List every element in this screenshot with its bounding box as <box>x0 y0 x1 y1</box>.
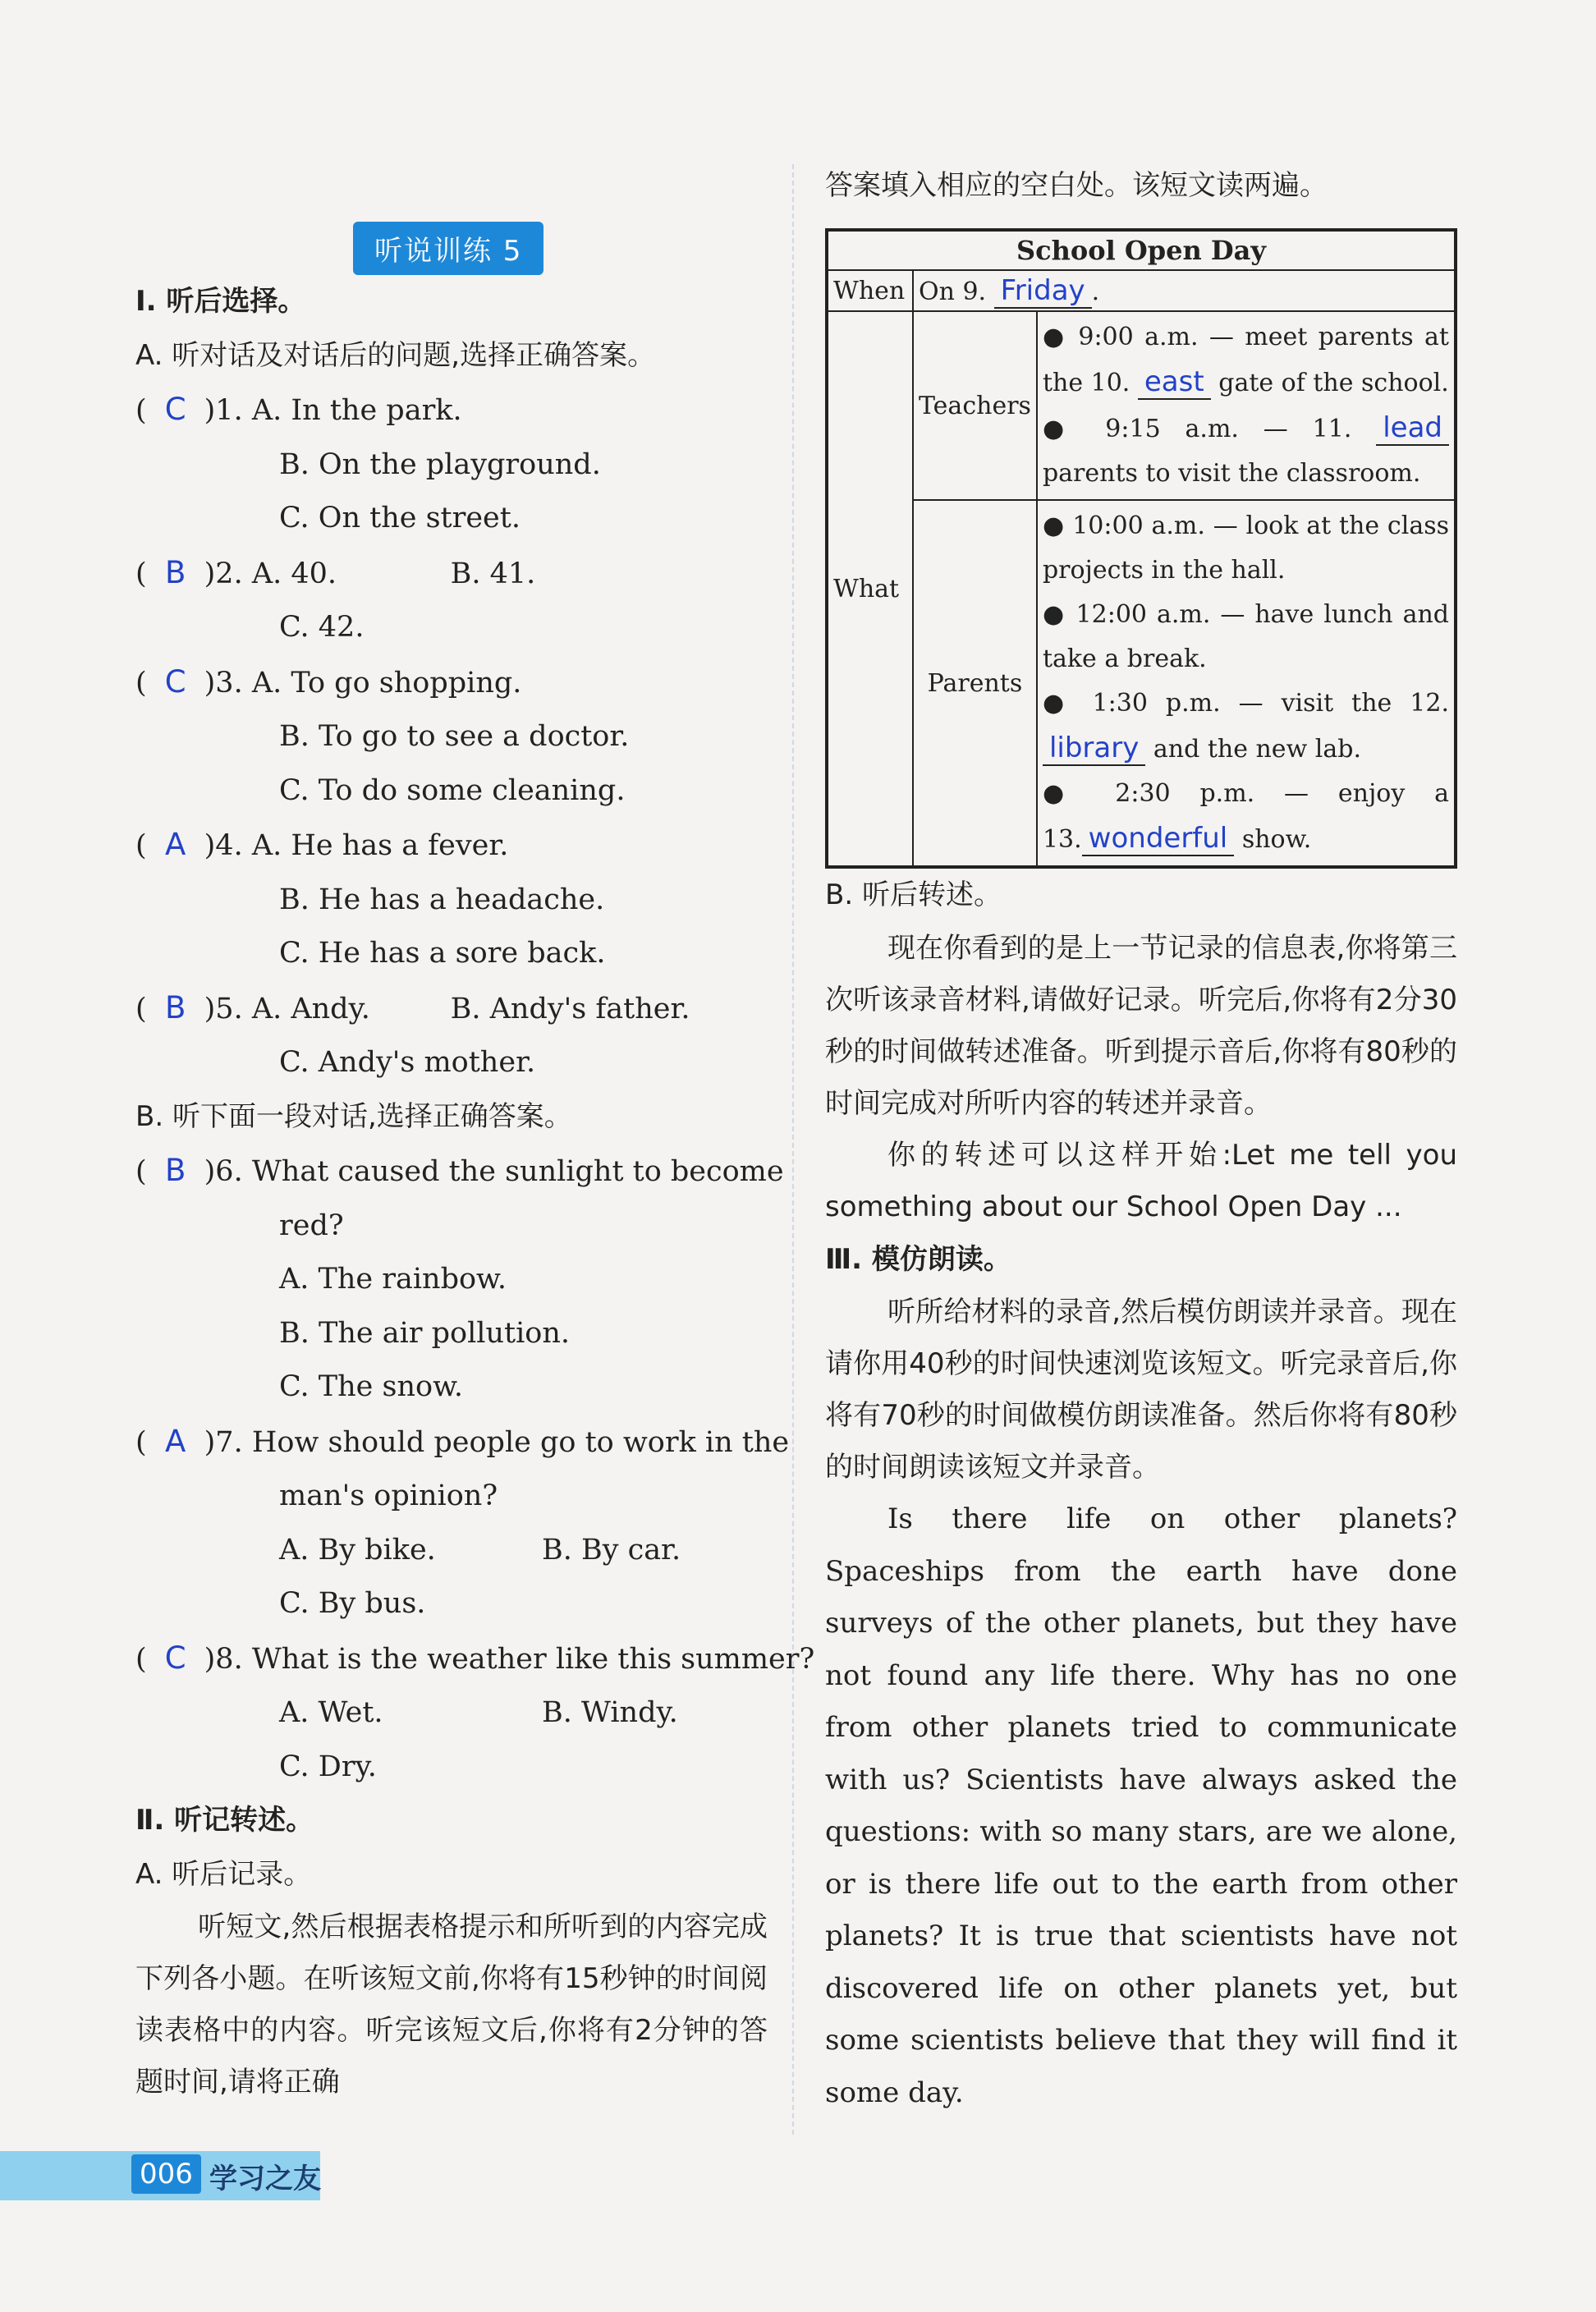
question-4: ( A )4. A. He has a fever. <box>135 818 768 874</box>
answer-10: east <box>1138 365 1211 400</box>
right-column <box>825 160 1457 2119</box>
list-item: ● 10:00 a.m. — look at the class projects in the hall. <box>1042 511 1450 585</box>
question-6-cont: red? <box>279 1209 344 1242</box>
question-6: ( B )6. What caused the sunlight to become <box>135 1144 768 1200</box>
answer-2: B <box>164 554 186 590</box>
list-item: ● 9:15 a.m. — 11. lead parents to visit the classroom. <box>1043 406 1449 496</box>
option-row: A. By bike. B. By car. <box>279 1533 681 1567</box>
book-brand: 学习之友 <box>209 2163 321 2195</box>
teachers-cell <box>1037 311 1456 500</box>
column-divider <box>792 164 794 2135</box>
option: C. Andy's mother. <box>279 1046 536 1079</box>
retell-start: 你的转述可以这样开始:Let me tell you something about our School Open Day ... <box>825 1138 1457 1223</box>
list-item: ● 12:00 a.m. — have lunch and take a break. <box>1042 600 1449 673</box>
list-item: ● 2:30 p.m. — enjoy a 13. wonderful show. <box>1042 779 1449 855</box>
option: A. The rainbow. <box>279 1263 507 1296</box>
answer-8: C <box>164 1640 186 1676</box>
what-label: What <box>827 311 913 867</box>
question-7-cont: man's opinion? <box>279 1479 498 1512</box>
question-7: ( A )7. How should people go to work in the <box>135 1415 768 1470</box>
option: C. The snow. <box>279 1370 464 1403</box>
table-title: School Open Day <box>827 230 1456 270</box>
list-item: ● 1:30 p.m. — visit the 12. library and the new lab. <box>1042 689 1450 764</box>
instructions: 听短文,然后根据表格提示和所听到的内容完成下列各小题。在听该短文前,你将有15秒钟的时间阅读表格中的内容。听完该短文后,你将有2分钟的答题时间,请将正确 <box>135 1911 768 2099</box>
option: C. On the street. <box>279 502 521 534</box>
when-cell: On 9. Friday . <box>913 270 1456 311</box>
teachers-label: Teachers <box>913 311 1037 500</box>
option: B. He has a headache. <box>279 883 605 916</box>
question-5: ( B )5. A. Andy. B. Andy's father. <box>135 981 768 1037</box>
reading-passage: Is there life on other planets? Spaceships from the earth have done surveys of the other planets, but they have not found any life there. Why has no one from other planets tried to communicate with us? Scientists have always asked the questions: with so many stars, are we alone, or is there life out to the earth from other planets? It is true that scientists have not discovered life on other planets yet, but some scientists believe that they will find it some day. <box>825 1502 1457 2109</box>
question-2: ( B )2. A. 40. B. 41. <box>135 546 768 602</box>
answer-4: A <box>165 827 186 862</box>
option: C. He has a sore back. <box>279 937 606 970</box>
reading-instructions: 听所给材料的录音,然后模仿朗读并录音。现在请你用40秒的时间快速浏览该短文。听完录音后,你将有70秒的时间做模仿朗读准备。然后你将有80秒的时间朗读该短文并录音。 <box>825 1296 1457 1484</box>
when-label: When <box>827 270 913 311</box>
answer-7: A <box>165 1423 186 1459</box>
instructions-end: 答案填入相应的空白处。该短文读两遍。 <box>825 169 1328 202</box>
option: B. To go to see a doctor. <box>279 720 630 753</box>
retell-instructions: 现在你看到的是上一节记录的信息表,你将第三次听该录音材料,请做好记录。听完后,你将有2分30秒的时间做转述准备。听到提示音后,你将有80秒的时间完成对所听内容的转述并录音。 <box>825 931 1457 1120</box>
page-number: 006 <box>131 2154 201 2194</box>
answer-1: C <box>164 392 186 427</box>
parents-cell <box>1037 500 1456 867</box>
section-1-heading: Ⅰ. 听后选择。 <box>135 285 306 318</box>
part-b-heading: B. 听下面一段对话,选择正确答案。 <box>135 1099 572 1133</box>
option: C. Dry. <box>279 1750 377 1783</box>
answer-13: wonderful <box>1082 822 1235 856</box>
question-1: ( C )1. A. In the park. <box>135 383 768 438</box>
parents-label: Parents <box>913 500 1037 867</box>
answer-5: B <box>164 989 186 1025</box>
answer-3: C <box>164 663 186 700</box>
option: C. To do some cleaning. <box>279 773 626 807</box>
section-2-heading: Ⅱ. 听记转述。 <box>135 1804 314 1837</box>
answer-9: Friday <box>994 274 1092 309</box>
option: B. The air pollution. <box>279 1316 571 1350</box>
option: C. By bus. <box>279 1587 426 1620</box>
question-8: ( C )8. What is the weather like this summer? <box>135 1631 768 1687</box>
part-b2-heading: B. 听后转述。 <box>825 878 1002 911</box>
section-banner: 听说训练 5 <box>353 222 543 275</box>
answer-11: lead <box>1376 411 1449 446</box>
left-column <box>135 156 815 2108</box>
option-row: A. Wet. B. Windy. <box>279 1696 678 1729</box>
answer-12: library <box>1043 732 1145 766</box>
option: B. On the playground. <box>279 447 601 481</box>
school-open-day-table <box>825 228 1457 869</box>
question-3: ( C )3. A. To go shopping. <box>135 655 768 711</box>
part-a2-heading: A. 听后记录。 <box>135 1857 312 1891</box>
list-item: ● 9:00 a.m. — meet parents at the 10. east gate of the school. <box>1042 323 1449 398</box>
option: C. 42. <box>279 611 365 644</box>
part-a-heading: A. 听对话及对话后的问题,选择正确答案。 <box>135 338 656 372</box>
answer-6: B <box>164 1153 186 1188</box>
section-3-heading: Ⅲ. 模仿朗读。 <box>825 1242 1011 1276</box>
